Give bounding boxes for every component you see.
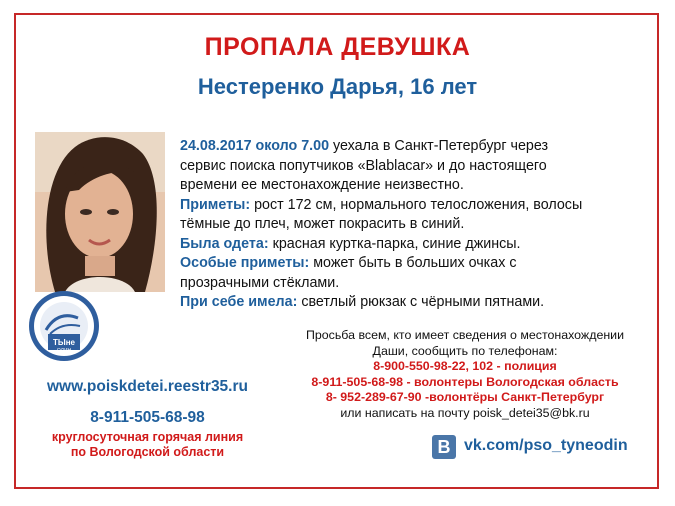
phone-police: 8-900-550-98-22, 102 - полиция	[373, 359, 557, 374]
info-line3: времени ее местонахождение неизвестно.	[180, 177, 464, 193]
features-text: рост 172 см, нормального телосложения, волосы	[250, 196, 583, 213]
logo-text-main: ТЫне	[53, 338, 75, 347]
logo-text-sub: ОДИН	[56, 348, 72, 354]
carry-text: светлый рюкзак с чёрными пятнами.	[297, 294, 545, 310]
email-line: или написать на почту poisk_detei35@bk.ru	[340, 405, 590, 420]
dressed-label: Была одета:	[180, 235, 269, 252]
phone-volunteers-vologda: 8-911-505-68-98 - волонтеры Вологодская область	[311, 374, 619, 389]
description-block	[180, 137, 640, 313]
website-link[interactable]: www.poiskdetei.reestr35.ru	[46, 378, 248, 395]
hotline-line2: по Вологодской области	[70, 445, 225, 459]
info-line2: сервис поиска попутчиков «Blablacar» и до настоящего	[180, 157, 547, 174]
vk-link[interactable]: vk.com/pso_tyneodin	[464, 437, 628, 454]
missing-person-name: Нестеренко Дарья, 16 лет	[197, 74, 478, 99]
phone-volunteers-spb: 8- 952-289-67-90 -волонтёры Санкт-Петербург	[325, 390, 605, 405]
poster-title: ПРОПАЛА ДЕВУШКА	[204, 33, 471, 61]
request-line1: Просьба всем, кто имеет сведения о местонахождении	[305, 328, 625, 342]
special-text: может быть в больших очках с	[309, 255, 517, 271]
features-line2: тёмные до плеч, может покрасить в синий.	[180, 216, 465, 232]
hotline-phone: 8-911-505-68-98	[90, 409, 205, 426]
disappearance-date: 24.08.2017 около 7.00	[180, 138, 330, 154]
missing-person-photo	[35, 132, 165, 292]
request-line2: Даши, сообщить по телефонам:	[372, 343, 558, 358]
dressed-text: красная куртка-парка, синие джинсы.	[268, 235, 521, 252]
contact-request	[265, 328, 665, 422]
special-line2: прозрачными стёклами.	[180, 274, 340, 291]
info-line1: уехала в Санкт-Петербург через	[329, 138, 549, 154]
carry-label: При себе имела:	[180, 294, 298, 310]
vk-icon: B	[432, 435, 456, 459]
special-label: Особые приметы:	[180, 255, 310, 271]
features-label: Приметы:	[180, 196, 251, 213]
volunteer-logo	[28, 290, 100, 362]
hotline-line1: круглосуточная горячая линия	[51, 430, 244, 444]
hotline-description	[30, 430, 265, 460]
